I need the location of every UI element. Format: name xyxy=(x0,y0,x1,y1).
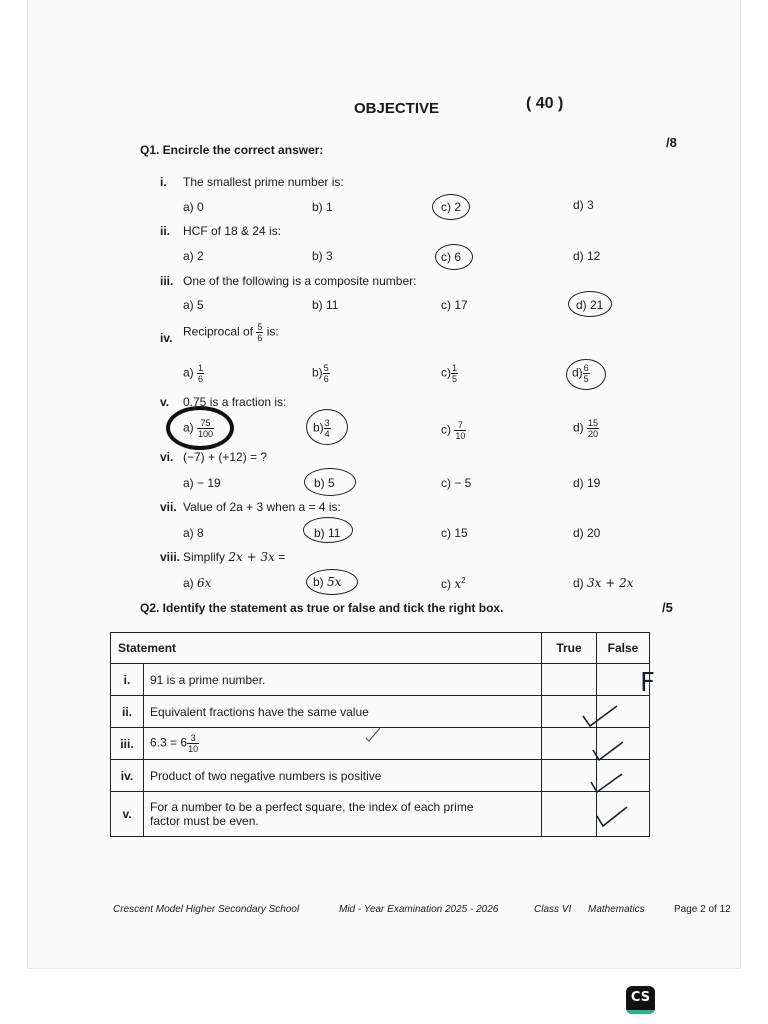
q1-item-number: v. xyxy=(160,395,170,409)
option-label: d) xyxy=(572,365,583,380)
exponent: 2 xyxy=(461,576,466,585)
numerator: 5 xyxy=(323,363,329,373)
fraction xyxy=(197,363,204,384)
column-header-true: True xyxy=(542,633,597,664)
fraction xyxy=(256,322,263,343)
option-c xyxy=(441,420,466,441)
q1-item-number: i. xyxy=(160,175,167,189)
expression: 6x xyxy=(197,576,212,590)
row-statement xyxy=(144,792,542,837)
option-label: a) xyxy=(183,420,194,435)
column-header-false: False xyxy=(597,633,650,664)
option-d: d) 20 xyxy=(573,526,601,540)
q1-item-stem xyxy=(183,550,285,564)
footer-school: Crescent Model Higher Secondary School xyxy=(113,904,300,915)
numerator: 15 xyxy=(588,418,599,428)
q1-item-stem: The smallest prime number is: xyxy=(183,175,344,189)
total-marks: ( 40 ) xyxy=(526,95,564,112)
numerator: 3 xyxy=(324,418,330,428)
numerator: 3 xyxy=(187,733,199,744)
false-mark-f: F xyxy=(640,668,655,698)
option-c: c) 6 xyxy=(441,250,462,264)
row-number: v. xyxy=(111,792,144,837)
option-b: b) 1 xyxy=(312,200,333,214)
answer-circle xyxy=(306,569,358,595)
row-statement: Product of two negative numbers is positive xyxy=(144,760,542,792)
option-label: b) xyxy=(313,575,324,589)
q1-item-stem: HCF of 18 & 24 is: xyxy=(183,224,282,238)
numerator: 1 xyxy=(452,363,458,373)
answer-circle xyxy=(568,291,612,317)
q1-item-number: vii. xyxy=(160,500,177,514)
option-d xyxy=(573,418,599,439)
option-label: b) xyxy=(312,365,323,380)
denominator: 4 xyxy=(324,429,330,439)
option-b xyxy=(312,363,330,384)
denominator: 6 xyxy=(323,374,329,384)
option-d: d) 21 xyxy=(576,298,604,312)
denominator: 10 xyxy=(455,431,466,441)
row-statement: Equivalent fractions have the same value xyxy=(144,696,542,728)
row-number: iii. xyxy=(111,728,144,760)
statement-line: factor must be even. xyxy=(150,814,259,828)
column-header-statement: Statement xyxy=(111,633,542,664)
tick-icon xyxy=(590,736,626,764)
option-label: c) xyxy=(441,365,451,380)
statement-text: 6.3 = xyxy=(150,735,178,750)
tick-icon xyxy=(594,804,630,830)
footer-page: Page 2 of 12 xyxy=(674,904,731,915)
option-b: b) 11 xyxy=(314,526,341,540)
option-c: c) 15 xyxy=(441,526,468,540)
footer-subject: Mathematics xyxy=(588,904,645,915)
stem-text: = xyxy=(278,550,286,564)
table-row xyxy=(111,792,650,837)
fraction xyxy=(451,363,458,384)
option-c: c) − 5 xyxy=(441,476,472,490)
option-label: a) xyxy=(183,576,194,590)
logo-text: CS xyxy=(630,990,651,1005)
option-a: a) 8 xyxy=(183,526,204,540)
option-c: c) 17 xyxy=(441,298,468,312)
fraction xyxy=(587,418,599,439)
numerator: 1 xyxy=(198,363,204,373)
fraction xyxy=(323,363,330,384)
row-statement: 91 is a prime number. xyxy=(144,664,542,696)
q2-heading: Q2. Identify the statement as true or false and tick the right box. xyxy=(140,601,504,615)
answer-circle xyxy=(432,194,470,220)
option-b: b) 11 xyxy=(312,298,339,312)
stem-text: Reciprocal of xyxy=(183,324,254,339)
option-a: a) − 19 xyxy=(183,476,221,490)
option-c: c) 2 xyxy=(441,200,462,214)
q1-item-stem: 0.75 is a fraction is: xyxy=(183,395,287,409)
option-d: d) 3 xyxy=(573,198,594,212)
stem-text: is: xyxy=(266,324,279,339)
true-cell[interactable] xyxy=(542,728,597,760)
denominator: 100 xyxy=(198,429,214,439)
option-d: d) 19 xyxy=(573,476,601,490)
q1-marks: /8 xyxy=(666,135,677,150)
q1-item-number: iii. xyxy=(160,274,174,288)
denominator: 6 xyxy=(257,333,263,343)
answer-circle xyxy=(435,244,473,270)
option-b: b) 5 xyxy=(314,476,335,490)
row-statement xyxy=(144,728,542,760)
q1-item-stem: Value of 2a + 3 when a = 4 is: xyxy=(183,500,341,514)
answer-circle xyxy=(303,517,353,543)
denominator: 10 xyxy=(188,744,199,754)
expression: 3x + 2x xyxy=(587,576,634,590)
denominator: 20 xyxy=(588,429,599,439)
camscanner-logo-icon xyxy=(626,986,655,1014)
fraction xyxy=(187,733,199,754)
answer-circle xyxy=(306,409,348,445)
true-cell[interactable] xyxy=(542,792,597,837)
option-label: d) xyxy=(573,576,584,590)
option-a: a) 0 xyxy=(183,200,204,214)
statement-line: For a number to be a perfect square, the index of each prime xyxy=(150,800,474,814)
logo-accent-bar xyxy=(626,1010,655,1014)
footer-exam: Mid - Year Examination 2025 - 2026 xyxy=(339,904,499,915)
option-a xyxy=(183,363,204,384)
numerator: 75 xyxy=(197,418,214,429)
answer-circle xyxy=(304,468,356,496)
tick-icon xyxy=(588,770,626,796)
expression: 5x xyxy=(327,575,342,589)
numerator: 7 xyxy=(454,420,466,431)
stem-text: Simplify xyxy=(183,550,226,564)
q1-item-stem: One of the following is a composite number: xyxy=(183,274,417,288)
answer-circle xyxy=(566,359,606,390)
option-d xyxy=(573,576,634,590)
option-label: a) xyxy=(183,365,194,380)
table-row xyxy=(111,664,650,696)
q1-item-stem: (−7) + (+12) = ? xyxy=(183,450,268,464)
q1-item-number: viii. xyxy=(160,550,181,564)
option-b: b) 3 xyxy=(312,249,333,263)
option-a xyxy=(183,576,211,590)
option-label: c) xyxy=(441,577,451,591)
row-number: iv. xyxy=(111,760,144,792)
answer-circle xyxy=(166,406,234,450)
row-number: i. xyxy=(111,664,144,696)
stray-pen-mark xyxy=(364,726,382,742)
option-a: a) 2 xyxy=(183,249,204,263)
section-title: OBJECTIVE xyxy=(354,100,440,117)
q1-item-stem xyxy=(183,322,279,343)
option-c xyxy=(441,363,458,384)
numerator: 5 xyxy=(257,322,263,332)
q1-heading: Q1. Encircle the correct answer: xyxy=(140,143,324,157)
whole-number: 6 xyxy=(180,735,188,750)
option-label: c) xyxy=(441,422,451,437)
expression: 2x + 3x xyxy=(228,550,275,564)
q1-item-number: vi. xyxy=(160,450,174,464)
q1-item-number: iv. xyxy=(160,331,173,345)
true-cell[interactable] xyxy=(542,664,597,696)
denominator: 5 xyxy=(583,374,589,384)
option-c xyxy=(441,576,466,591)
footer-class: Class VI xyxy=(534,904,572,915)
denominator: 5 xyxy=(452,374,458,384)
option-d: d) 12 xyxy=(573,249,601,263)
q2-marks: /5 xyxy=(662,600,673,615)
expression: x xyxy=(454,577,462,591)
numerator: 6 xyxy=(583,363,589,373)
tick-icon xyxy=(580,702,620,730)
option-label: b) xyxy=(313,420,324,435)
table-header-row xyxy=(111,633,650,664)
table-row xyxy=(111,696,650,728)
fraction xyxy=(454,420,466,441)
q1-item-number: ii. xyxy=(160,224,171,238)
row-number: ii. xyxy=(111,696,144,728)
option-label: d) xyxy=(573,420,584,435)
denominator: 6 xyxy=(198,374,204,384)
table-row xyxy=(111,760,650,792)
option-a: a) 5 xyxy=(183,298,204,312)
